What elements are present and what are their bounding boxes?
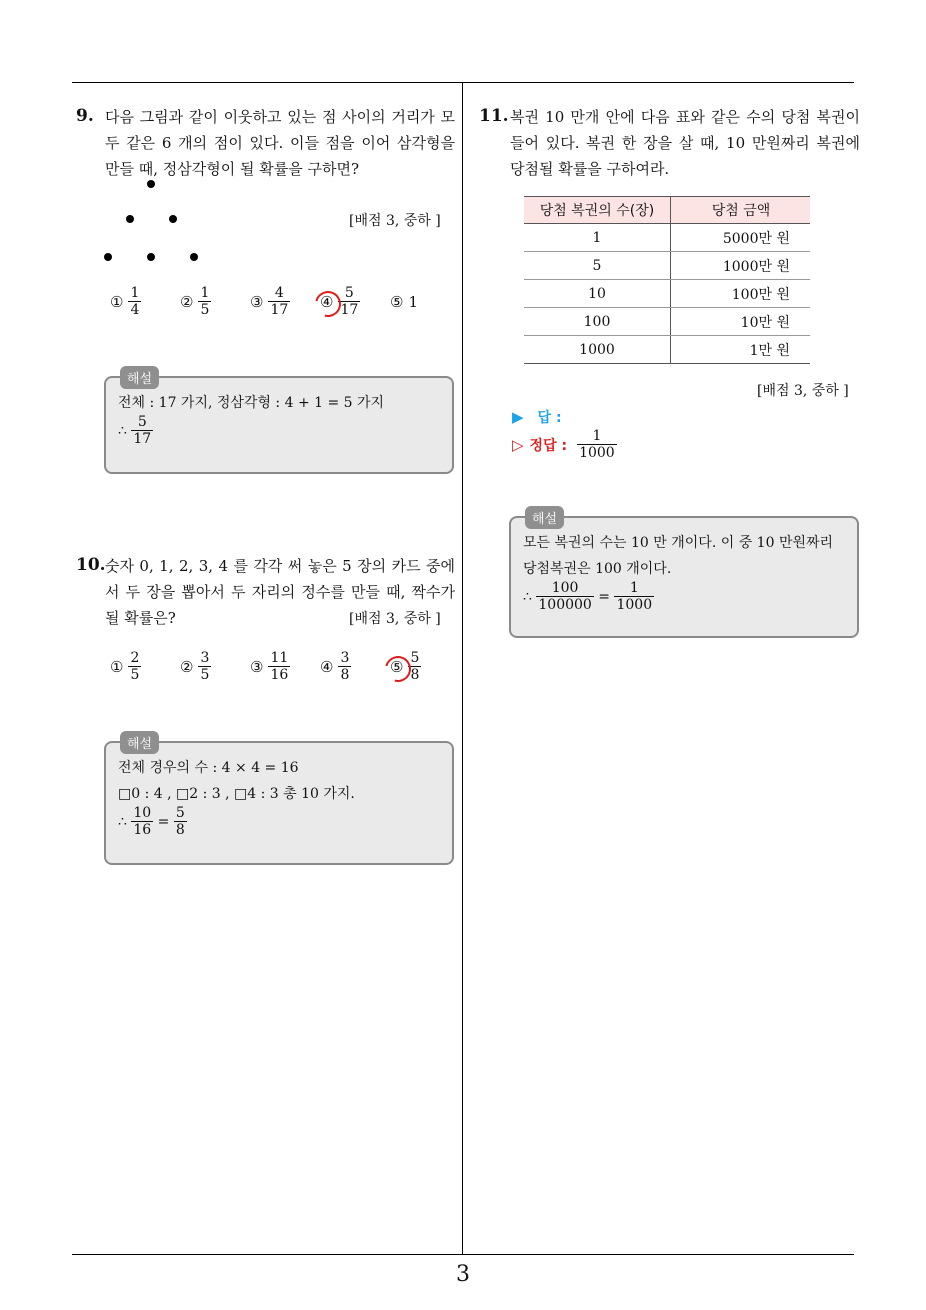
outline-triangle-icon: ▷ <box>512 435 524 454</box>
dot <box>126 215 134 223</box>
table-header: 당첨 복권의 수(장) <box>524 197 671 224</box>
column-divider <box>462 82 463 1254</box>
solution-line: □0 : 4 , □2 : 3 , □4 : 3 총 10 가지. <box>118 786 355 802</box>
question-9-text: 다음 그림과 같이 이웃하고 있는 점 사이의 거리가 모두 같은 6 개의 점이 있다. 이들 점을 이어 삼각형을 만들 때, 정삼각형이 될 확률을 구하면? <box>105 108 455 178</box>
prize-table <box>524 196 810 364</box>
choice-1[interactable]: ① $\frac{2}{5}$ <box>110 650 140 683</box>
solution-line: 당첨복권은 100 개이다. <box>523 561 672 577</box>
choice-4[interactable]: ④ $\frac{3}{8}$ <box>320 650 350 683</box>
solution-tag: 해설 <box>120 731 159 754</box>
solution-result: ∴ $\frac{10}{16}$ = $\frac{5}{8}$ <box>118 805 185 838</box>
question-11-text: 복권 10 만개 안에 다음 표와 같은 수의 당첨 복권이 들어 있다. 복권 한 장을 살 때, 10 만원짜리 복권에 당첨될 확률을 구하여라. <box>510 108 860 178</box>
choice-2[interactable]: ② $\frac{1}{5}$ <box>180 285 210 318</box>
answer-row <box>512 407 562 427</box>
choice-3[interactable]: ③ $\frac{11}{16}$ <box>250 650 289 683</box>
bottom-rule <box>72 1254 854 1255</box>
correct-answer-row <box>512 428 617 461</box>
dot <box>104 253 112 261</box>
solution-line: 전체 : 17 가지, 정삼각형 : 4 + 1 = 5 가지 <box>118 395 385 411</box>
top-rule <box>72 82 854 83</box>
correct-answer-label: 정답 : <box>529 437 568 454</box>
choice-5[interactable]: ⑤ $\frac{5}{8}$ <box>390 650 460 683</box>
solution-line: 전체 경우의 수 : 4 × 4 = 16 <box>118 760 299 776</box>
solution-result: ∴ $\frac{5}{17}$ <box>118 414 152 447</box>
table-header: 당첨 금액 <box>671 197 811 224</box>
question-10-choices <box>110 650 460 683</box>
dot <box>147 180 155 188</box>
correct-answer-value: $\frac{1}{1000}$ <box>579 428 615 461</box>
question-9-score: [배점 3, 중하 ] <box>349 213 441 229</box>
question-11-number: 11. <box>479 106 509 126</box>
choice-2[interactable]: ② $\frac{3}{5}$ <box>180 650 210 683</box>
choice-3[interactable]: ③ $\frac{4}{17}$ <box>250 285 289 318</box>
table-row: 1000 1만 원 <box>524 336 810 364</box>
question-10-text: 숫자 0, 1, 2, 3, 4 를 각각 써 놓은 5 장의 카드 중에서 두 장을 뽑아서 두 자리의 정수를 만들 때, 짝수가 될 확률은? <box>105 557 455 627</box>
table-row: 1 5000만 원 <box>524 224 810 252</box>
page-number: 3 <box>456 1262 470 1287</box>
solution-result: ∴ $\frac{100}{100000}$ = $\frac{1}{1000}$ <box>523 580 653 613</box>
choice-5[interactable]: ⑤ 1 <box>390 292 418 311</box>
choice-1[interactable]: ① $\frac{1}{4}$ <box>110 285 140 318</box>
question-9-solution-box <box>104 372 454 474</box>
play-triangle-icon: ▶ <box>512 408 524 426</box>
answer-label: 답 : <box>537 410 562 426</box>
question-10-score: [배점 3, 중하 ] <box>349 611 441 627</box>
choice-4[interactable]: ④ $\frac{5}{17}$ <box>320 285 390 318</box>
question-11-score: [배점 3, 중하 ] <box>757 383 849 399</box>
question-10-number: 10. <box>76 555 106 575</box>
solution-tag: 해설 <box>525 506 564 529</box>
dot <box>169 215 177 223</box>
question-10-solution-box <box>104 737 454 865</box>
question-9-number: 9. <box>76 106 94 126</box>
table-row: 5 1000만 원 <box>524 252 810 280</box>
table-row: 10 100만 원 <box>524 280 810 308</box>
solution-line: 모든 복권의 수는 10 만 개이다. 이 중 10 만원짜리 <box>523 535 834 551</box>
solution-tag: 해설 <box>120 366 159 389</box>
table-row: 100 10만 원 <box>524 308 810 336</box>
table-header-row <box>524 197 810 224</box>
question-9-choices <box>110 285 460 318</box>
dot <box>147 253 155 261</box>
dot <box>190 253 198 261</box>
question-11-solution-box <box>509 512 859 638</box>
